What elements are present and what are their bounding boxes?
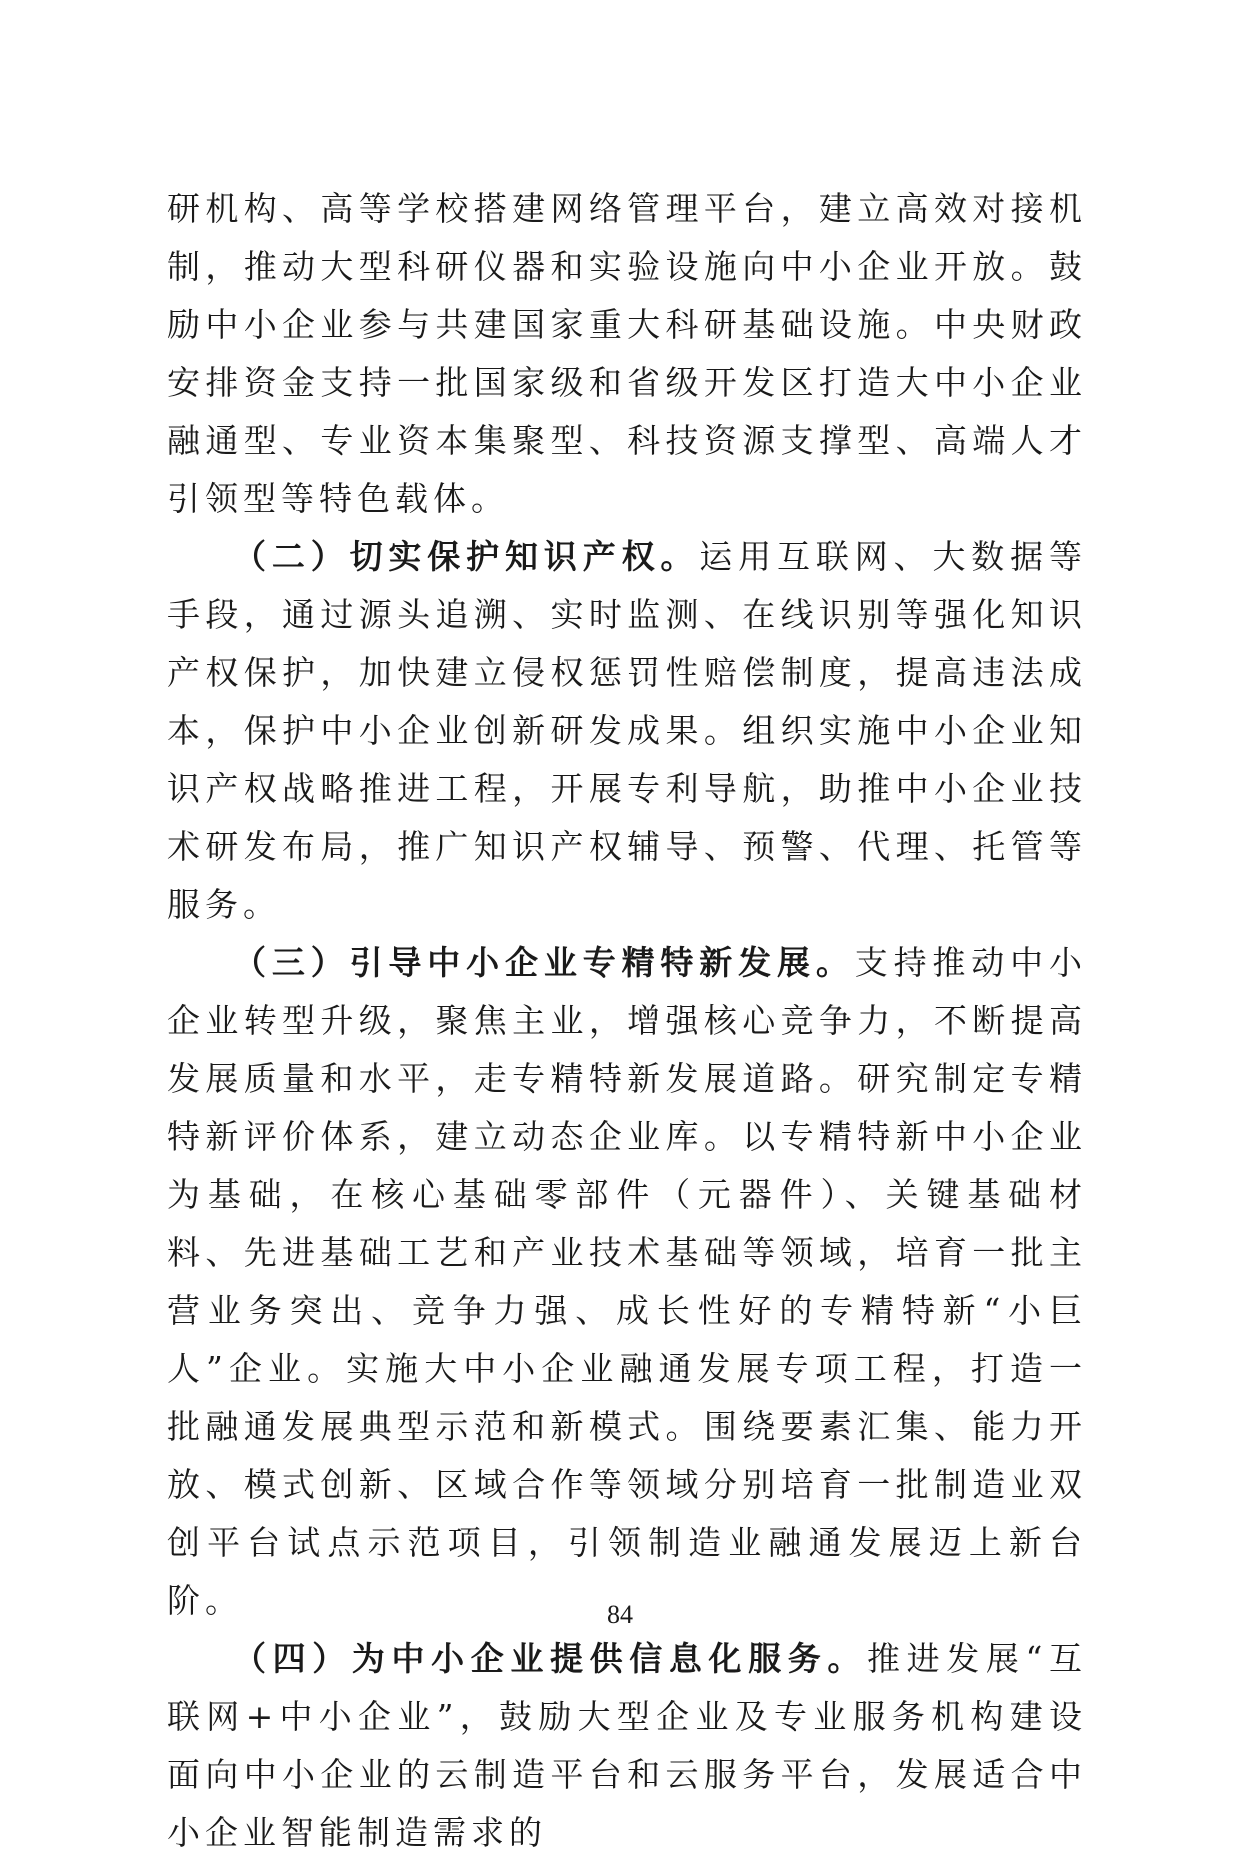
paragraph-4-text: 推进发展“互联网+中小企业”，鼓励大型企业及专业服务机构建设面向中小企业的云制造平台和云服务平台，发展适合中小企业智能制造需求的 <box>167 1639 1087 1852</box>
paragraph-3 <box>167 934 1087 1630</box>
paragraph-1-text: 研机构、高等学校搭建网络管理平台，建立高效对接机制，推动大型科研仪器和实验设施向中小企业开放。鼓励中小企业参与共建国家重大科研基础设施。中央财政安排资金支持一批国家级和省级开发区打造大中小企业融通型、专业资本集聚型、科技资源支撑型、高端人才引领型等特色载体。 <box>167 189 1087 518</box>
paragraph-3-heading: （三）引导中小企业专精特新发展。 <box>233 943 855 982</box>
paragraph-1 <box>167 180 1087 528</box>
paragraph-2-text: 运用互联网、大数据等手段，通过源头追溯、实时监测、在线识别等强化知识产权保护，加快建立侵权惩罚性赔偿制度，提高违法成本，保护中小企业创新研发成果。组织实施中小企业知识产权战略推进工程，开展专利导航，助推中小企业技术研发布局，推广知识产权辅导、预警、代理、托管等服务。 <box>167 537 1088 924</box>
paragraph-2-heading: （二）切实保护知识产权。 <box>233 537 700 576</box>
paragraph-4-heading: （四）为中小企业提供信息化服务。 <box>233 1639 867 1678</box>
paragraph-2 <box>167 528 1087 934</box>
page-number: 84 <box>607 1600 633 1629</box>
paragraph-4 <box>167 1630 1087 1862</box>
paragraph-3-text: 支持推动中小企业转型升级，聚焦主业，增强核心竞争力，不断提高发展质量和水平，走专精特新发展道路。研究制定专精特新评价体系，建立动态企业库。以专精特新中小企业为基础，在核心基础零部件（元器件）、关键基础材料、先进基础工艺和产业技术基础等领域，培育一批主营业务突出、竞争力强、成长性好的专精特新“小巨人”企业。实施大中小企业融通发展专项工程，打造一批融通发展典型示范和新模式。围绕要素汇集、能力开放、模式创新、区域合作等领域分别培育一批制造业双创平台试点示范项目，引领制造业融通发展迈上新台阶。 <box>167 943 1088 1620</box>
